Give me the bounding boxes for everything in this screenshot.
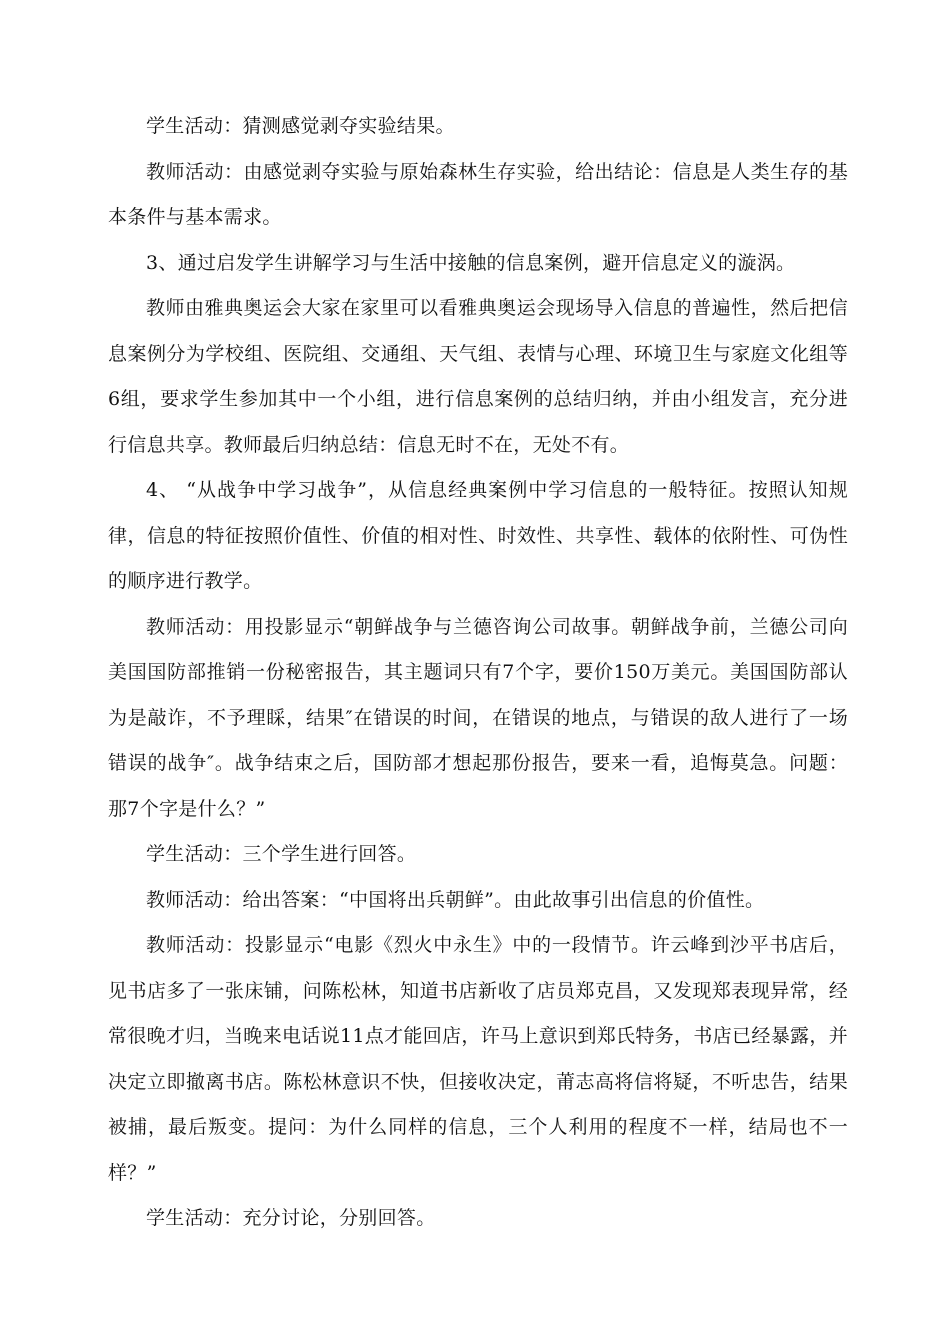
paragraph-step-4: 4、 “从战争中学习战争”，从信息经典案例中学习信息的一般特征。按照认知规律，信息的特征按照价值性、价值的相对性、时效性、共享性、载体的依附性、可伪性的顺序进行教学。 [108, 479, 848, 592]
paragraph-info-cases: 教师由雅典奥运会大家在家里可以看雅典奥运会现场导入信息的普遍性，然后把信息案例分为学校组、医院组、交通组、天气组、表情与心理、环境卫生与家庭文化组等6组，要求学生参加其中一个小组，进行信息案例的总结归纳，并由小组发言，充分进行信息共享。教师最后归纳总结：信息无时不在，无处不有。 [108, 297, 848, 456]
paragraph-film-story: 教师活动：投影显示“电影《烈火中永生》中的一段情节。许云峰到沙平书店后，见书店多了一张床铺，问陈松林，知道书店新收了店员郑克昌，又发现郑表现异常，经常很晚才归，当晚来电话说11点才能回店，许马上意识到郑氏特务，书店已经暴露，并决定立即撤离书店。陈松林意识不快，但接收决定，莆志高将信将疑，不听忠告，结果被捕，最后叛变。提问：为什么同样的信息，三个人利用的程度不一样，结局也不一样？” [108, 934, 848, 1184]
document-body [108, 104, 848, 1242]
paragraph-step-3: 3、通过启发学生讲解学习与生活中接触的信息案例，避开信息定义的漩涡。 [146, 251, 796, 274]
paragraph-teacher-answer: 教师活动：给出答案：“中国将出兵朝鲜”。由此故事引出信息的价值性。 [146, 888, 765, 911]
paragraph-teacher-conclusion: 教师活动：由感觉剥夺实验与原始森林生存实验，给出结论：信息是人类生存的基本条件与基本需求。 [108, 160, 848, 228]
paragraph-korean-war-story: 教师活动：用投影显示“朝鲜战争与兰德咨询公司故事。朝鲜战争前，兰德公司向美国国防部推销一份秘密报告，其主题词只有7个字，要价150万美元。美国国防部认为是敲诈，不予理睬，结果″在错误的时间，在错误的地点，与错误的敌人进行了一场错误的战争″。战争结束之后，国防部才想起那份报告，要来一看，追悔莫急。问题：那7个字是什么？” [108, 615, 848, 820]
paragraph-student-answer: 学生活动：三个学生进行回答。 [146, 843, 417, 865]
paragraph-student-guess: 学生活动：猜测感觉剥夺实验结果。 [146, 115, 455, 137]
paragraph-student-discussion: 学生活动：充分讨论，分别回答。 [146, 1207, 436, 1229]
